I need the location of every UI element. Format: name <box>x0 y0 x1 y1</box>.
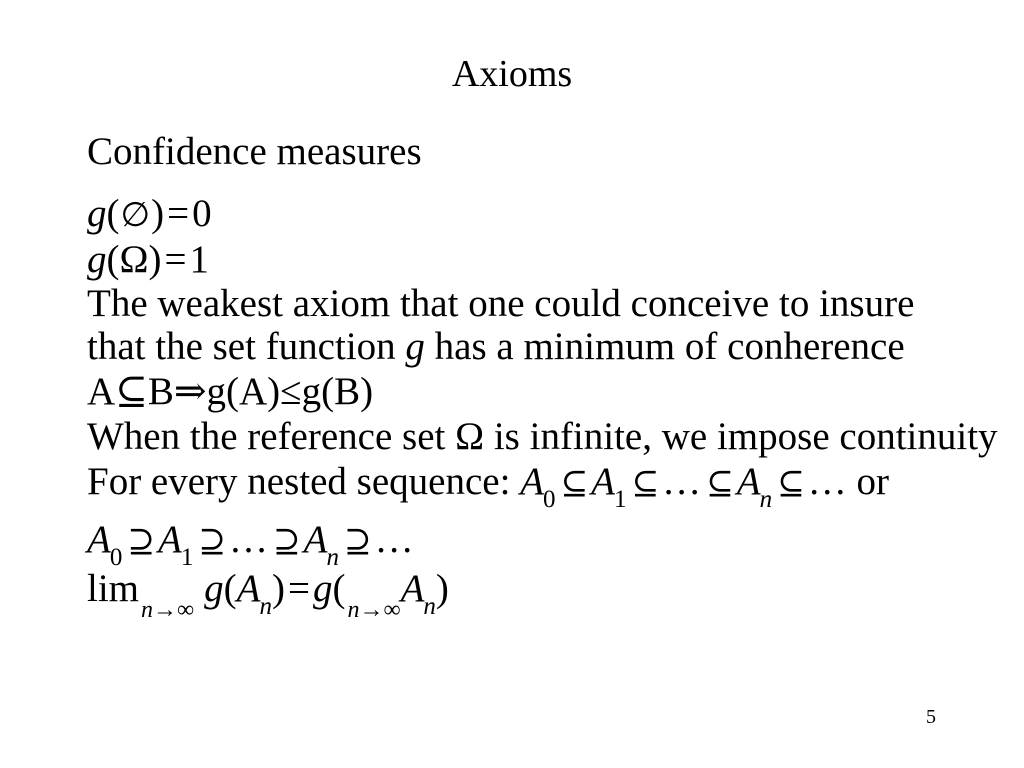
set-index: 1 <box>180 544 194 571</box>
superset-relation: ⊇ <box>198 521 226 560</box>
set-index: 0 <box>543 486 556 513</box>
omega-symbol: Ω <box>119 238 149 281</box>
open-paren: ( <box>106 192 120 235</box>
section-heading: Confidence measures <box>87 130 422 173</box>
set-symbol: A <box>87 518 111 561</box>
ellipsis: … <box>228 518 268 561</box>
decreasing-sequence-formula <box>87 518 414 571</box>
set-index: n <box>423 593 436 620</box>
page-number: 5 <box>926 706 936 728</box>
limit-variable: n <box>347 597 360 623</box>
open-paren: ( <box>332 567 346 610</box>
close-paren: ) <box>435 567 449 610</box>
monotonicity-formula: A⊆B⇒g(A)≤g(B) <box>87 370 374 413</box>
limit-subscript <box>347 591 400 630</box>
set-index: 1 <box>613 486 627 513</box>
ellipsis: … <box>374 518 414 561</box>
set-symbol: A <box>303 518 328 561</box>
axiom-whole-set <box>87 240 209 279</box>
ellipsis: … <box>662 460 702 503</box>
or-connector: or <box>856 460 890 503</box>
omega-symbol: Ω <box>455 415 485 458</box>
empty-set-symbol: ∅ <box>120 195 151 235</box>
limit-tends-to: →∞ <box>153 597 195 623</box>
set-index: n <box>759 486 773 513</box>
ellipsis: … <box>807 460 847 503</box>
function-symbol: g <box>312 567 333 610</box>
coherence-text-line-1: The weakest axiom that one could conceive to insure <box>87 282 915 325</box>
continuity-text-after: is infinite, we impose continuity <box>493 415 998 458</box>
subset-relation: ⊆ <box>560 463 589 502</box>
set-symbol: A <box>591 460 615 503</box>
continuity-text-before: When the reference set <box>87 415 446 458</box>
axiom-value: 0 <box>192 192 212 235</box>
set-symbol: A <box>157 518 182 561</box>
set-index: n <box>326 544 339 571</box>
subset-relation: ⊆ <box>631 463 660 502</box>
limit-subscript <box>141 591 194 630</box>
equals-sign: = <box>287 567 310 610</box>
close-paren: ) <box>151 192 165 235</box>
equals-sign: = <box>167 192 190 235</box>
function-symbol: g <box>204 567 224 610</box>
limit-variable: n <box>141 597 154 623</box>
coherence-text-after: has a minimum of conherence <box>434 325 905 368</box>
function-symbol: g <box>87 238 107 281</box>
equals-sign: = <box>164 238 187 281</box>
formula-empty-set <box>87 194 212 235</box>
close-paren: ) <box>271 567 285 610</box>
set-symbol: A <box>736 460 761 503</box>
superset-relation: ⊇ <box>343 521 372 560</box>
superset-relation: ⊇ <box>272 521 301 560</box>
coherence-text-before: that the set function <box>87 325 396 368</box>
coherence-text-line-2 <box>87 327 905 366</box>
slide-title: Axioms <box>451 53 573 95</box>
set-index: n <box>259 593 272 620</box>
set-symbol: A <box>400 567 425 610</box>
continuity-text <box>87 417 998 456</box>
formula-whole-set <box>87 240 209 279</box>
axiom-value: 1 <box>189 238 209 281</box>
increasing-sequence-formula <box>520 460 847 513</box>
superset-relation: ⊇ <box>127 521 155 560</box>
close-paren: ) <box>148 238 162 281</box>
function-symbol: g <box>87 192 107 235</box>
subset-relation: ⊆ <box>706 463 734 502</box>
nested-sequence-line <box>87 460 890 513</box>
limit-tends-to: →∞ <box>359 597 401 623</box>
continuity-limit-line <box>87 567 449 623</box>
set-index: 0 <box>109 544 123 571</box>
axiom-empty-set <box>87 194 212 235</box>
nested-sequence-label: For every nested sequence: <box>87 460 511 503</box>
decreasing-sequence-line <box>87 518 414 571</box>
set-symbol: A <box>520 460 544 503</box>
limit-operator: lim <box>87 567 140 610</box>
open-paren: ( <box>106 238 120 281</box>
subset-relation: ⊆ <box>777 463 805 502</box>
function-symbol: g <box>405 325 425 368</box>
continuity-limit-formula <box>87 567 449 623</box>
set-symbol: A <box>236 567 261 610</box>
open-paren: ( <box>223 567 237 610</box>
